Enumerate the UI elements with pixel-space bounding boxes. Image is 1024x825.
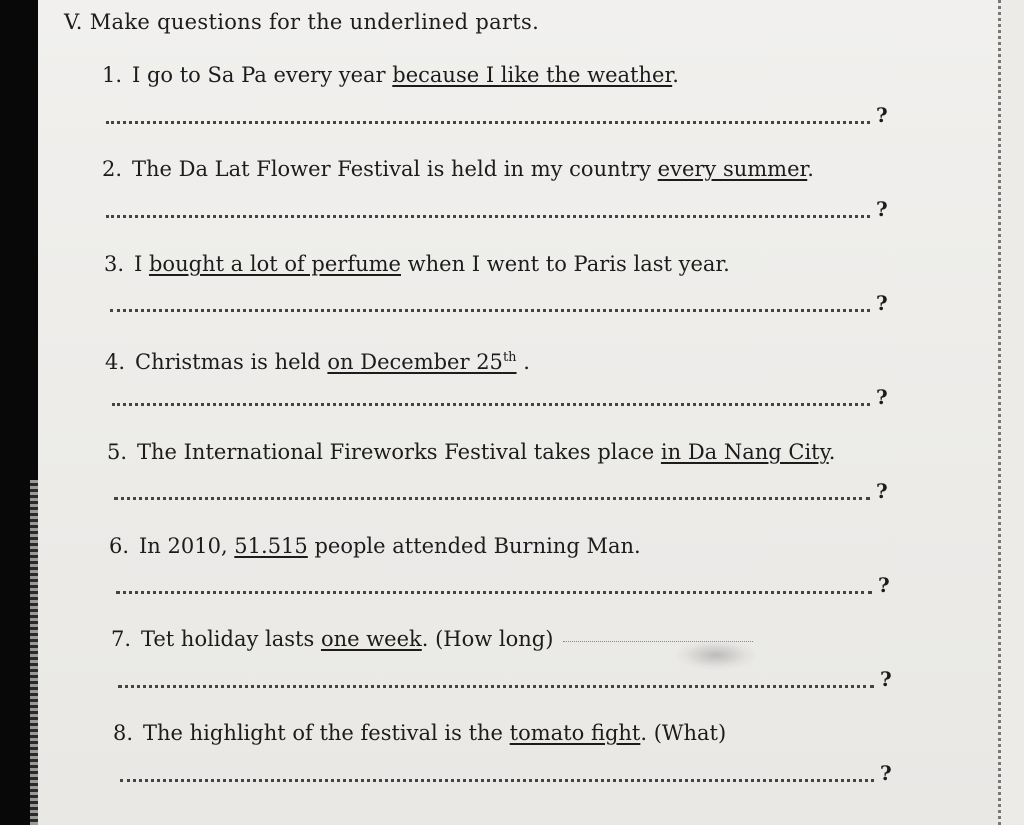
question-text-end: . xyxy=(807,157,814,181)
answer-line-3[interactable] xyxy=(110,307,870,312)
answer-line-7[interactable] xyxy=(118,683,874,688)
underlined-part: one week xyxy=(320,627,422,651)
question-7 xyxy=(111,626,753,652)
question-1 xyxy=(102,62,679,88)
underlined-part: every summer xyxy=(657,157,808,181)
question-6 xyxy=(109,533,641,559)
question-2 xyxy=(102,156,814,182)
question-text: Tet holiday lasts xyxy=(141,627,321,651)
question-text: I xyxy=(134,252,149,276)
underlined-part: because I like the weather xyxy=(392,63,673,87)
question-text: In 2010, xyxy=(139,534,235,558)
question-text-end: . xyxy=(672,63,679,87)
question-3 xyxy=(104,251,730,277)
question-text-end: . xyxy=(828,440,836,464)
smudge-mark xyxy=(676,640,756,670)
question-mark: ? xyxy=(876,385,888,409)
underlined-part xyxy=(327,350,516,374)
question-text: The highlight of the festival is the xyxy=(143,721,510,745)
question-4 xyxy=(105,345,530,375)
page-left-shadow xyxy=(0,0,38,825)
underlined-part: tomato fight xyxy=(509,721,641,745)
question-mark: ? xyxy=(878,573,890,597)
answer-line-8[interactable] xyxy=(120,777,874,782)
question-mark: ? xyxy=(876,291,888,315)
answer-line-4[interactable] xyxy=(112,401,870,406)
question-text-end: people attended Burning Man. xyxy=(307,534,641,558)
answer-line-2[interactable] xyxy=(106,213,870,218)
question-5 xyxy=(107,439,835,465)
question-mark: ? xyxy=(876,197,888,221)
question-number: 2. xyxy=(102,157,123,181)
underlined-part: in Da Nang City xyxy=(660,440,829,464)
answer-line-1[interactable] xyxy=(106,119,870,124)
question-mark: ? xyxy=(880,761,892,785)
exercise-heading: V. Make questions for the underlined parts. xyxy=(64,10,540,34)
question-text: I go to Sa Pa every year xyxy=(132,63,393,87)
question-text: The Da Lat Flower Festival is held in my country xyxy=(132,157,658,181)
page-right-margin-rule xyxy=(998,0,1001,825)
question-text: The International Fireworks Festival takes place xyxy=(137,440,661,464)
answer-line-6[interactable] xyxy=(116,589,872,594)
question-mark: ? xyxy=(876,479,888,503)
question-number: 6. xyxy=(109,534,130,558)
underlined-part: 51.515 xyxy=(234,534,308,558)
question-8 xyxy=(113,720,726,746)
question-text-end: when I went to Paris last year. xyxy=(400,252,730,276)
question-number: 4. xyxy=(105,350,126,374)
question-text: Christmas is held xyxy=(135,350,328,374)
question-text-end: . (What) xyxy=(640,721,727,745)
question-text-end: . xyxy=(516,350,530,374)
question-mark: ? xyxy=(876,103,888,127)
question-number: 5. xyxy=(107,440,128,464)
question-number: 1. xyxy=(102,63,123,87)
question-number: 3. xyxy=(104,252,125,276)
answer-line-5[interactable] xyxy=(114,495,870,500)
question-number: 7. xyxy=(111,627,132,651)
ordinal-suffix: th xyxy=(502,350,517,365)
question-number: 8. xyxy=(113,721,134,745)
question-mark: ? xyxy=(880,667,892,691)
question-text-end: . (How long) xyxy=(421,627,554,651)
underlined-date: on December 25 xyxy=(327,350,503,374)
underlined-part: bought a lot of perfume xyxy=(148,252,401,276)
